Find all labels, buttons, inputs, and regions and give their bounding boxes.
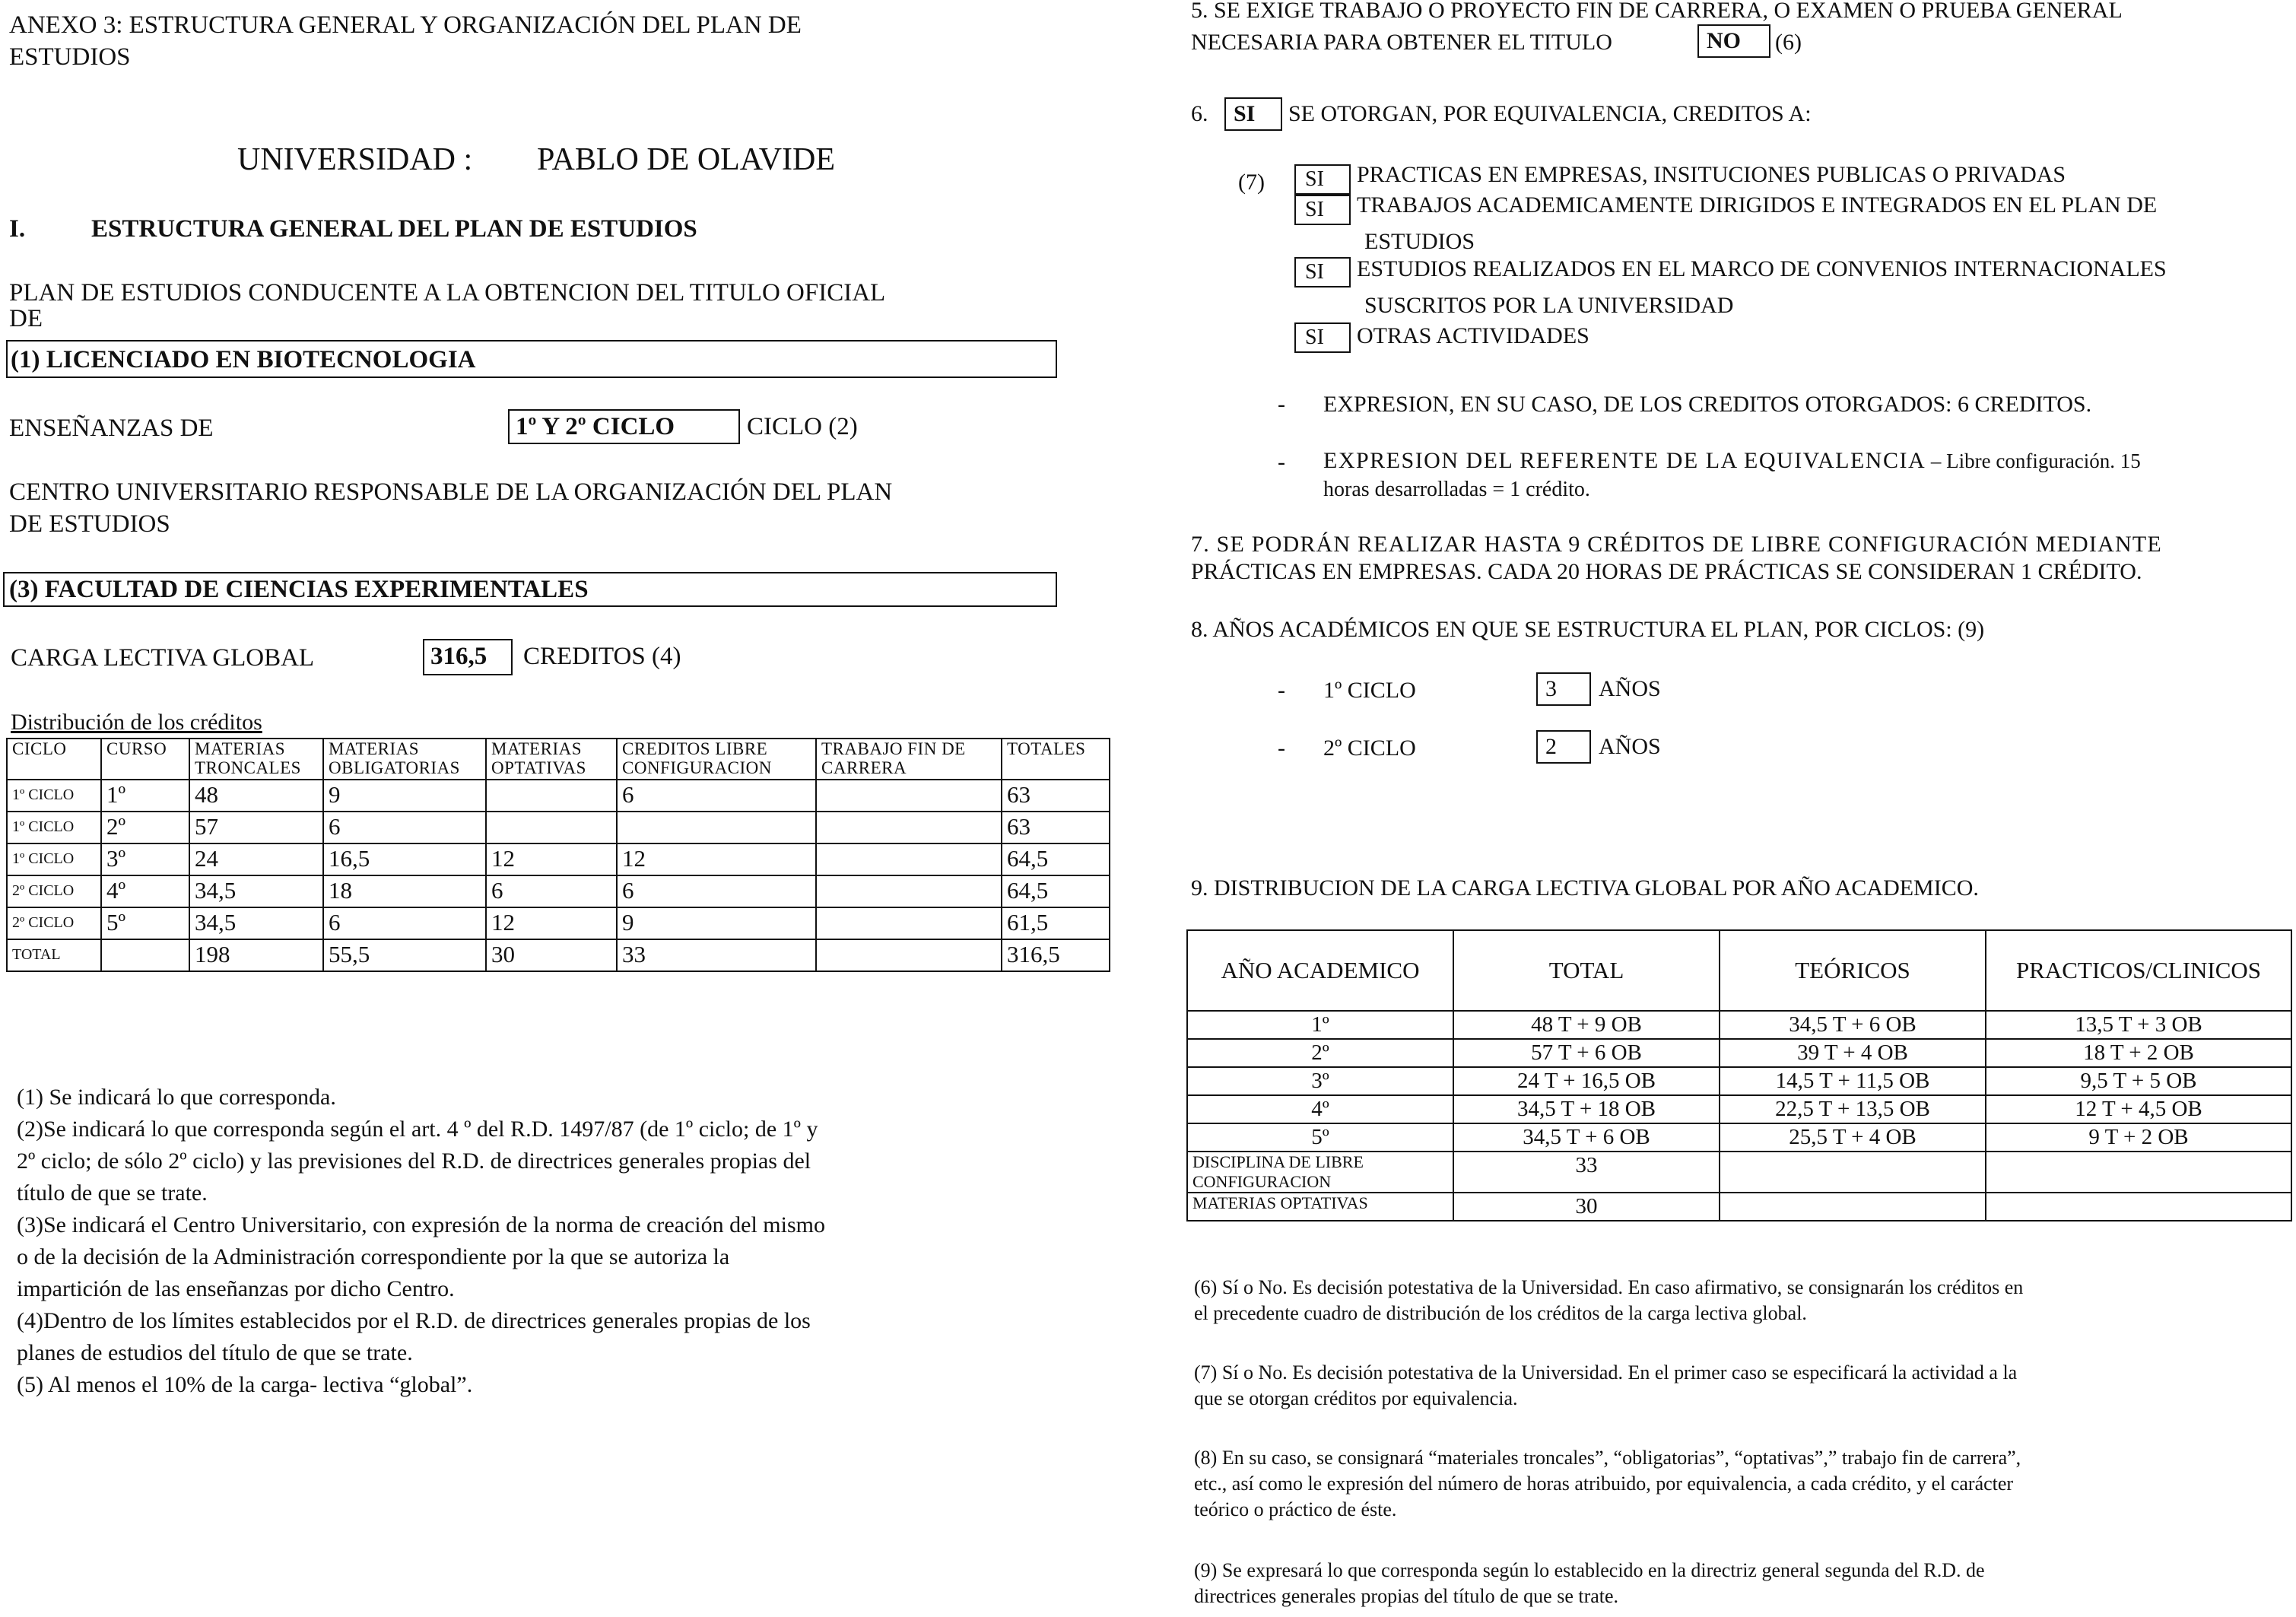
table-row: DISCIPLINA DE LIBRE CONFIGURACION 33 xyxy=(1187,1152,2291,1193)
degree-title: (1) LICENCIADO EN BIOTECNOLOGIA xyxy=(11,346,476,373)
q7-text-line1: 7. SE PODRÁN REALIZAR HASTA 9 CRÉDITOS DE LIBRE CONFIGURACIÓN MEDIANTE xyxy=(1191,532,2162,557)
col-header: AÑO ACADEMICO xyxy=(1187,930,1453,1011)
expr1-text: EXPRESION, EN SU CASO, DE LOS CREDITOS OTORGADOS: 6 CREDITOS. xyxy=(1323,392,2092,417)
table-header-row xyxy=(1187,930,2291,1011)
carga-label: CARGA LECTIVA GLOBAL xyxy=(11,644,315,672)
faculty-name: (3) FACULTAD DE CIENCIAS EXPERIMENTALES xyxy=(9,576,589,603)
ensenanzas-suffix: CICLO (2) xyxy=(747,413,858,440)
table-header-row xyxy=(7,739,1110,780)
annex-title: ANEXO 3: ESTRUCTURA GENERAL Y ORGANIZACIÓN DEL PLAN DE ESTUDIOS xyxy=(9,11,802,71)
q7-text-line2: PRÁCTICAS EN EMPRESAS. CADA 20 HORAS DE PRÁCTICAS SE CONSIDERAN 1 CRÉDITO. xyxy=(1191,559,2142,584)
ensenanzas-label: ENSEÑANZAS DE xyxy=(9,415,214,442)
table-total-row: TOTAL 198 55,5 30 33 316,5 xyxy=(7,939,1110,971)
col-header: MATERIAS OPTATIVAS xyxy=(486,739,617,780)
q6-value: SI xyxy=(1234,101,1256,126)
table-row: 1º 48 T + 9 OB 34,5 T + 6 OB 13,5 T + 3 OB xyxy=(1187,1011,2291,1039)
q7-item-text: TRABAJOS ACADEMICAMENTE DIRIGIDOS E INTEGRADOS EN EL PLAN DE xyxy=(1357,192,2158,218)
left-notes xyxy=(17,1082,825,1401)
table-row: 2º 57 T + 6 OB 39 T + 4 OB 18 T + 2 OB xyxy=(1187,1039,2291,1067)
section-title: ESTRUCTURA GENERAL DEL PLAN DE ESTUDIOS xyxy=(91,215,697,243)
university-label: UNIVERSIDAD : xyxy=(237,142,473,177)
footnote-8: (8) En su caso, se consignará “materiales troncales”, “obligatorias”, “optativas”,” trabajo fin de carrera”, etc., así como le expresión del número de horas atribuido, por equivalencia, a cada crédito, y el carácter teórico o práctico de éste. xyxy=(1194,1447,2021,1520)
q9-text: 9. DISTRIBUCION DE LA CARGA LECTIVA GLOBAL POR AÑO ACADEMICO. xyxy=(1191,875,1979,901)
centro-text: CENTRO UNIVERSITARIO RESPONSABLE DE LA ORGANIZACIÓN DEL PLAN DE ESTUDIOS xyxy=(9,478,893,538)
q5-value: NO xyxy=(1707,28,1741,53)
bullet-dash: - xyxy=(1278,392,1285,417)
bullet-dash: - xyxy=(1278,450,1285,475)
q7-item-text: SUSCRITOS POR LA UNIVERSIDAD xyxy=(1364,293,1734,318)
q7-item-text: ESTUDIOS REALIZADOS EN EL MARCO DE CONVENIOS INTERNACIONALES xyxy=(1357,256,2167,281)
q5-line1: 5. SE EXIGE TRABAJO O PROYECTO FIN DE CARRERA, O EXAMEN O PRUEBA GENERAL xyxy=(1191,0,2123,23)
carga-suffix: CREDITOS (4) xyxy=(523,643,681,670)
q7-item-text: PRACTICAS EN EMPRESAS, INSITUCIONES PUBLICAS O PRIVADAS xyxy=(1357,162,2066,187)
ensenanzas-value: 1º Y 2º CICLO xyxy=(516,413,675,440)
q5-note: (6) xyxy=(1775,30,1802,55)
footnote-9: (9) Se expresará lo que corresponda según lo establecido en la directriz general segunda del R.D. de directrices generales propias del título de que se trate. xyxy=(1194,1559,1985,1607)
q7-item-value: SI xyxy=(1305,198,1324,221)
note-line: (1) Se indicará lo que corresponda. xyxy=(17,1085,336,1110)
table-row: 2º CICLO 5º 34,5 6 12 9 61,5 xyxy=(7,907,1110,939)
q7-item-text: OTRAS ACTIVIDADES xyxy=(1357,323,1589,348)
q7-marker: (7) xyxy=(1238,170,1265,195)
col-header: MATERIAS TRONCALES xyxy=(189,739,323,780)
table-row: 1º CICLO 3º 24 16,5 12 12 64,5 xyxy=(7,843,1110,875)
table-row: 1º CICLO 2º 57 6 63 xyxy=(7,812,1110,843)
col-header: TRABAJO FIN DE CARRERA xyxy=(816,739,1002,780)
q5-line2: NECESARIA PARA OBTENER EL TITULO xyxy=(1191,30,1612,55)
footnote-7: (7) Sí o No. Es decisión potestativa de la Universidad. En el primer caso se especificará la actividad a la que se otorgan créditos por equivalencia. xyxy=(1194,1361,2018,1409)
q6-number: 6. xyxy=(1191,101,1208,126)
note-line: título de que se trate. xyxy=(17,1180,208,1206)
cycle-box xyxy=(1536,672,1591,706)
university-name: PABLO DE OLAVIDE xyxy=(537,142,836,177)
note-line: o de la decisión de la Administración correspondiente por la que se autoriza la xyxy=(17,1244,730,1269)
note-line: (3)Se indicará el Centro Universitario, con expresión de la norma de creación del mismo xyxy=(17,1212,825,1237)
cycle-value: 3 xyxy=(1545,676,1557,701)
table-row: 5º 34,5 T + 6 OB 25,5 T + 4 OB 9 T + 2 OB xyxy=(1187,1123,2291,1152)
cycle-label: 2º CICLO xyxy=(1323,735,1416,761)
bullet-dash: - xyxy=(1278,735,1285,761)
q7-item-value: SI xyxy=(1305,167,1324,191)
table-row: MATERIAS OPTATIVAS 30 xyxy=(1187,1193,2291,1221)
col-header: CURSO xyxy=(101,739,189,780)
col-header: TOTALES xyxy=(1002,739,1110,780)
cycle-label: 1º CICLO xyxy=(1323,678,1416,703)
q7-item-value: SI xyxy=(1305,326,1324,349)
expr2-text: EXPRESION DEL REFERENTE DE LA EQUIVALENCIA – Libre configuración. 15 xyxy=(1323,448,2141,473)
carga-lectiva-table xyxy=(1186,929,2292,1221)
cycle-box xyxy=(1536,730,1591,764)
note-line: (2)Se indicará lo que corresponda según el art. 4 º del R.D. 1497/87 (de 1º ciclo; de 1º y xyxy=(17,1117,818,1142)
bullet-dash: - xyxy=(1278,678,1285,703)
note-line: 2º ciclo; de sólo 2º ciclo) y las previsiones del R.D. de directrices generales propias del xyxy=(17,1148,811,1174)
q7-item-text: ESTUDIOS xyxy=(1364,229,1475,254)
col-header: CREDITOS LIBRE CONFIGURACION xyxy=(617,739,816,780)
note-line: (5) Al menos el 10% de la carga- lectiva “global”. xyxy=(17,1372,473,1397)
q8-text: 8. AÑOS ACADÉMICOS EN QUE SE ESTRUCTURA EL PLAN, POR CICLOS: (9) xyxy=(1191,617,1985,642)
credits-distribution-table xyxy=(6,738,1110,972)
q7-item-value: SI xyxy=(1305,260,1324,284)
cycle-value: 2 xyxy=(1545,734,1557,759)
plan-text: PLAN DE ESTUDIOS CONDUCENTE A LA OBTENCION DEL TITULO OFICIAL DE xyxy=(9,279,886,332)
note-line: (4)Dentro de los límites establecidos por el R.D. de directrices generales propias de los xyxy=(17,1308,811,1333)
note-line: impartición de las enseñanzas por dicho Centro. xyxy=(17,1276,455,1301)
dist-title: Distribución de los créditos xyxy=(11,710,262,735)
carga-value: 316,5 xyxy=(430,643,487,670)
footnote-6: (6) Sí o No. Es decisión potestativa de la Universidad. En caso afirmativo, se consignarán los créditos en el precedente cuadro de distribución de los créditos de la carga lectiva global. xyxy=(1194,1276,2024,1324)
table-row: 2º CICLO 4º 34,5 18 6 6 64,5 xyxy=(7,875,1110,907)
col-header: CICLO xyxy=(7,739,101,780)
table-row: 4º 34,5 T + 18 OB 22,5 T + 13,5 OB 12 T + 4,5 OB xyxy=(1187,1095,2291,1123)
section-number: I. xyxy=(9,215,26,243)
table-row: 1º CICLO 1º 48 9 6 63 xyxy=(7,780,1110,812)
col-header: TOTAL xyxy=(1453,930,1720,1011)
cycle-unit: AÑOS xyxy=(1599,676,1661,701)
q6-text: SE OTORGAN, POR EQUIVALENCIA, CREDITOS A: xyxy=(1288,101,1812,126)
col-header: MATERIAS OBLIGATORIAS xyxy=(323,739,486,780)
col-header: PRACTICOS/CLINICOS xyxy=(1986,930,2291,1011)
cycle-unit: AÑOS xyxy=(1599,734,1661,759)
note-line: planes de estudios del título de que se trate. xyxy=(17,1340,413,1365)
col-header: TEÓRICOS xyxy=(1720,930,1986,1011)
table-row: 3º 24 T + 16,5 OB 14,5 T + 11,5 OB 9,5 T + 5 OB xyxy=(1187,1067,2291,1095)
expr2-text-line2: horas desarrolladas = 1 crédito. xyxy=(1323,478,1590,501)
